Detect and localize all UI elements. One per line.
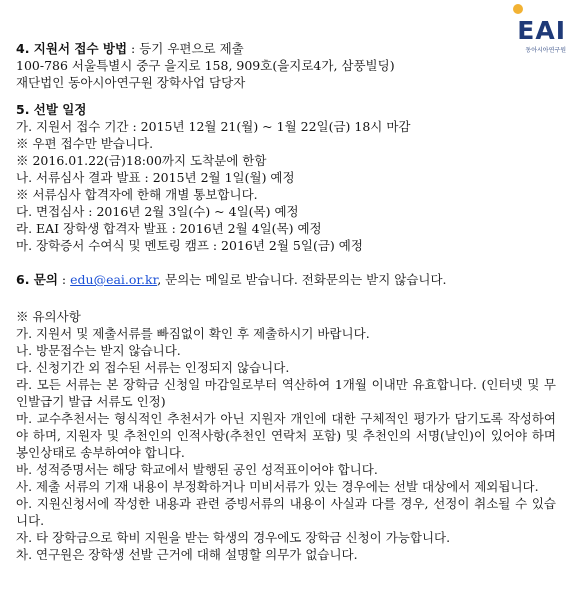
schedule-line: 라. EAI 장학생 합격자 발표 : 2016년 2월 4일(목) 예정 (16, 221, 322, 236)
section-notes (16, 308, 556, 563)
note-item: 가. 지원서 및 제출서류를 빠짐없이 확인 후 제출하시기 바랍니다. (16, 326, 370, 341)
section5-heading: 5. 선발 일정 (16, 102, 87, 117)
section-submission-method (16, 40, 556, 91)
inquiry-tail: , 문의는 메일로 받습니다. 전화문의는 받지 않습니다. (157, 272, 447, 287)
note-item: 마. 교수추천서는 형식적인 추천서가 아닌 지원자 개인에 대한 구체적인 평가가 담기도록 작성하여야 하며, 지원자 및 추천인의 인적사항(추천인 연락처 포함) 및 추천인의 서명(날인)이 있어야 하며 봉인상태로 송부하여야 합니다. (16, 411, 556, 460)
document-body (16, 40, 556, 563)
mailing-recipient: 재단법인 동아시아연구원 장학사업 담당자 (16, 75, 246, 90)
email-link[interactable]: edu@eai.or.kr (70, 272, 158, 287)
schedule-line: 다. 면접심사 : 2016년 2월 3일(수) ~ 4일(목) 예정 (16, 204, 299, 219)
notes-heading: ※ 유의사항 (16, 309, 81, 324)
inquiry-sep: : (57, 272, 71, 287)
section4-heading-suffix: : 등기 우편으로 제출 (127, 41, 244, 56)
section6-heading: 6. 문의 (16, 272, 58, 287)
logo-subtext: 동아시아연구원 (525, 47, 566, 54)
note-item: 자. 타 장학금으로 학비 지원을 받는 학생의 경우에도 장학금 신청이 가능합니다. (16, 530, 451, 545)
inquiry-line (16, 271, 556, 288)
note-item: 바. 성적증명서는 해당 학교에서 발행된 공인 성적표이어야 합니다. (16, 462, 378, 477)
note-item: 나. 방문접수는 받지 않습니다. (16, 343, 181, 358)
schedule-line: ※ 2016.01.22(금)18:00까지 도착분에 한함 (16, 153, 267, 168)
note-item: 아. 지원신청서에 작성한 내용과 관련 증빙서류의 내용이 사실과 다를 경우, 선정이 취소될 수 있습니다. (16, 496, 556, 528)
mailing-address: 100-786 서울특별시 중구 을지로 158, 909호(을지로4가, 삼풍빌딩) (16, 58, 395, 73)
schedule-line: ※ 우편 접수만 받습니다. (16, 136, 154, 151)
schedule-line: 나. 서류심사 결과 발표 : 2015년 2월 1일(월) 예정 (16, 170, 295, 185)
note-item: 차. 연구원은 장학생 선발 근거에 대해 설명할 의무가 없습니다. (16, 547, 358, 562)
note-item: 다. 신청기간 외 접수된 서류는 인정되지 않습니다. (16, 360, 290, 375)
logo-text: EAI (517, 16, 566, 45)
schedule-line: ※ 서류심사 합격자에 한해 개별 통보합니다. (16, 187, 258, 202)
note-item: 사. 제출 서류의 기재 내용이 부정확하거나 미비서류가 있는 경우에는 선발 대상에서 제외됩니다. (16, 479, 539, 494)
logo-mark-icon (510, 2, 526, 16)
section4-heading-line (16, 40, 556, 57)
section4-heading: 4. 지원서 접수 방법 (16, 41, 128, 56)
note-item: 라. 모든 서류는 본 장학금 신청일 마감일로부터 역산하여 1개월 이내만 유효합니다. (인터넷 및 무인발급기 발급 서류도 인정) (16, 377, 556, 409)
section-selection-schedule (16, 101, 556, 254)
schedule-line: 마. 장학증서 수여식 및 멘토링 캠프 : 2016년 2월 5일(금) 예정 (16, 238, 363, 253)
section-inquiry (16, 271, 556, 288)
schedule-line: 가. 지원서 접수 기간 : 2015년 12월 21(월) ~ 1월 22일(금) 18시 마감 (16, 119, 411, 134)
